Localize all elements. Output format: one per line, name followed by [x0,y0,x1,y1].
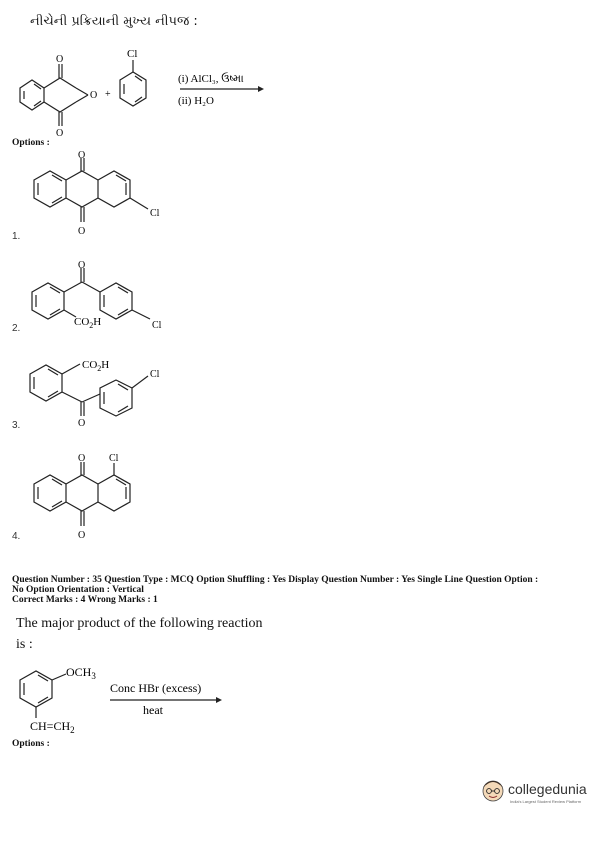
svg-text:CO2H: $CO_2H$ [82,359,110,373]
reagent-step-1: (i) AlCl₃, ઉષ્મા [178,73,244,85]
svg-text:O: O [78,226,86,237]
question-35-text-line2: is : [16,637,33,652]
svg-text:O: O [78,150,86,161]
svg-text:OCH3: $OCH_3$ [66,665,96,681]
options-label-35: Options : [12,739,50,749]
option-3-number: 3. [12,420,21,431]
question-35-meta [12,575,592,605]
collegedunia-logo [480,775,590,807]
reaction-scheme-34 [0,40,300,140]
option-1-number: 1. [12,231,21,242]
option-1-structure[interactable] [20,150,200,240]
logo-name: collegedunia [508,781,587,797]
svg-text:Cl: Cl [109,453,119,464]
svg-text:Cl: Cl [150,369,160,380]
option-2-structure[interactable] [20,258,200,338]
mascot-icon [480,777,506,805]
svg-text:O: O [56,54,64,65]
reaction-scheme-35 [0,660,260,740]
option-4-number: 4. [12,531,21,542]
svg-text:O: O [78,530,86,541]
svg-text:CH=CH2: $CH=CH_2$ [30,719,75,735]
marks-line: Correct Marks : 4 Wrong Marks : 1 [12,595,158,605]
svg-text:O: O [90,90,98,101]
svg-text:O: O [56,128,64,139]
option-4-structure[interactable] [20,448,200,543]
question-34-prompt: નીચેની પ્રક્રિયાની મુખ્ય નીપજ : [30,14,198,29]
options-label-34: Options : [12,138,50,148]
svg-text:O: O [78,453,86,464]
svg-text:+: + [105,89,111,100]
svg-text:O: O [78,418,86,429]
question-35-text-line1: The major product of the following reaction [16,616,263,631]
logo-tagline: India's Largest Student Review Platform [510,799,582,804]
reagent-step-2: (ii) H₂O [178,95,214,107]
svg-text:Cl: Cl [127,48,138,60]
reagent-top: Conc HBr (excess) [110,681,202,695]
svg-text:Cl: Cl [150,208,160,219]
meta-line-1: Question Number : 35 Question Type : MCQ Option Shuffling : Yes Display Question Number : Yes Single Line Question Option : [12,575,539,585]
reagent-bottom: heat [143,703,163,717]
svg-text:CO2H: $CO_2H$ [74,316,102,330]
option-3-structure[interactable] [20,350,200,435]
meta-line-2: No Option Orientation : Vertical [12,585,144,595]
option-2-number: 2. [12,323,21,334]
svg-text:O: O [78,260,86,271]
svg-text:Cl: Cl [152,320,162,331]
